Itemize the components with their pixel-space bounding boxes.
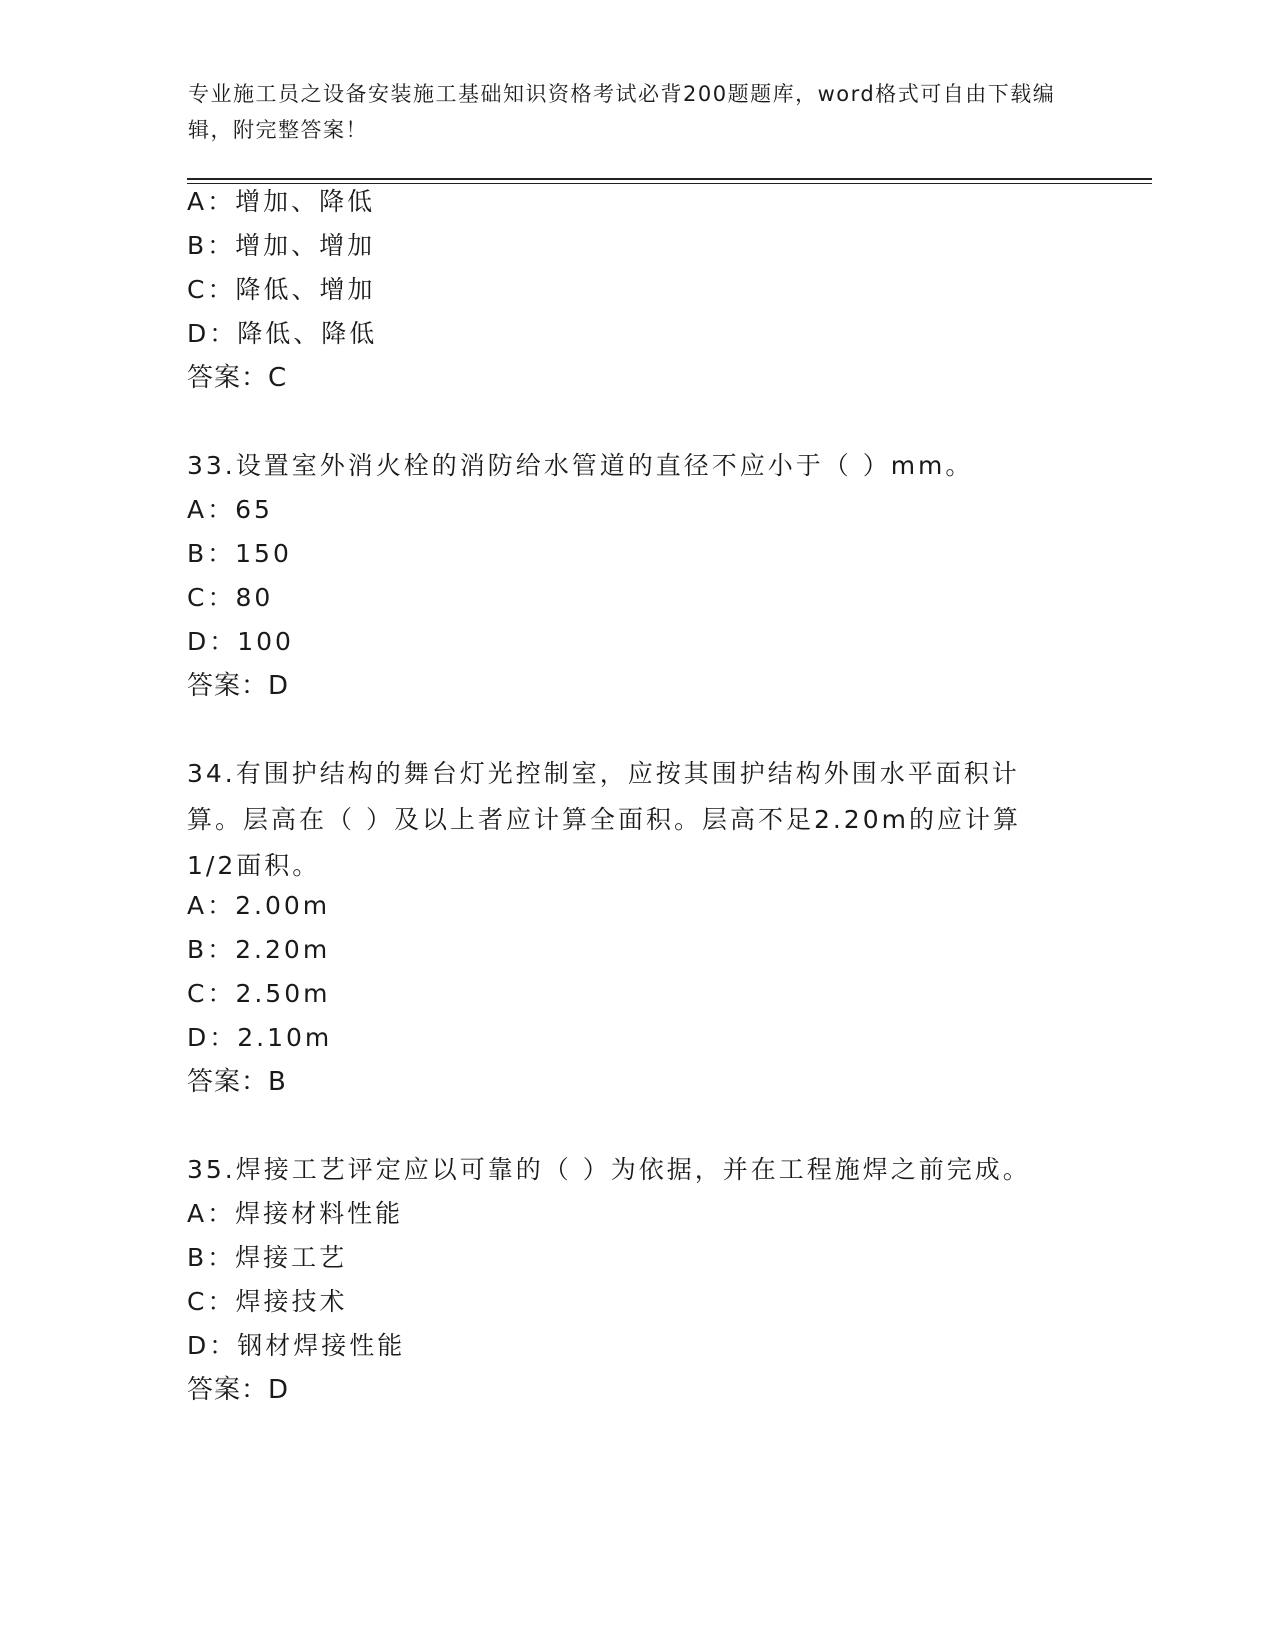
- option-c: C：降低、增加: [187, 275, 376, 304]
- option-a: A：焊接材料性能: [187, 1199, 404, 1228]
- answer: 答案：D: [187, 671, 290, 701]
- option-d: D：100: [187, 627, 294, 656]
- question-text: 33.设置室外消火栓的消防给水管道的直径不应小于（ ）mm。: [187, 451, 974, 480]
- option-c: C：焊接技术: [187, 1287, 348, 1316]
- answer: 答案：D: [187, 1375, 290, 1405]
- document-header: 专业施工员之设备安装施工基础知识资格考试必背200题题库，word格式可自由下载编辑，附完整答案！: [188, 82, 1056, 142]
- option-a: A：增加、降低: [187, 187, 376, 216]
- answer: 答案：C: [187, 363, 288, 393]
- option-a: A：65: [187, 495, 273, 524]
- question-text: 34.有围护结构的舞台灯光控制室，应按其围护结构外围水平面积计算。层高在（ ）及以上者应计算全面积。层高不足2.20m的应计算1/2面积。: [187, 759, 1021, 880]
- option-d: D：2.10m: [187, 1023, 333, 1052]
- option-d: D：钢材焊接性能: [187, 1331, 406, 1360]
- option-b: B：2.20m: [187, 935, 331, 964]
- answer: 答案：B: [187, 1067, 287, 1097]
- option-b: B：焊接工艺: [187, 1243, 348, 1272]
- option-c: C：2.50m: [187, 979, 331, 1008]
- option-b: B：增加、增加: [187, 231, 376, 260]
- option-c: C：80: [187, 583, 274, 612]
- question-text: 35.焊接工艺评定应以可靠的（ ）为依据，并在工程施焊之前完成。: [187, 1155, 1031, 1184]
- option-a: A：2.00m: [187, 891, 331, 920]
- option-b: B：150: [187, 539, 292, 568]
- option-d: D：降低、降低: [187, 319, 378, 348]
